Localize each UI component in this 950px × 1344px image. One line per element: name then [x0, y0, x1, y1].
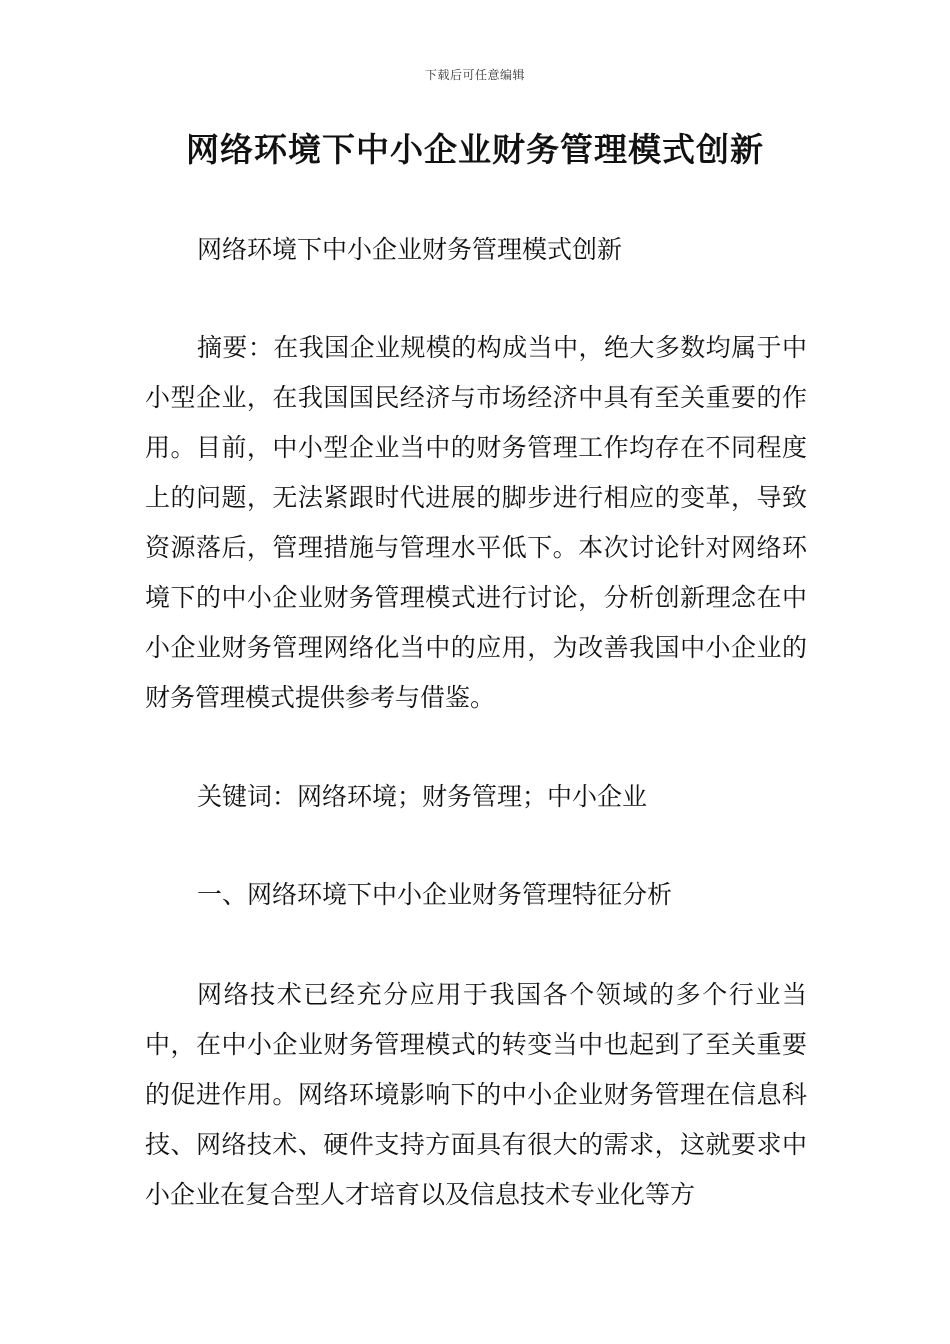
abstract-paragraph: 摘要：在我国企业规模的构成当中，绝大多数均属于中小型企业，在我国国民经济与市场经济中具有至关重要的作用。目前，中小型企业当中的财务管理工作均存在不同程度上的问题，无法紧跟时代进展的脚步进行相应的变革，导致资源落后，管理措施与管理水平低下。本次讨论针对网络环境下的中小企业财务管理模式进行讨论，分析创新理念在中小企业财务管理网络化当中的应用，为改善我国中小企业的财务管理模式提供参考与借鉴。: [145, 333, 807, 712]
document-subtitle: 网络环境下中小企业财务管理模式创新: [197, 235, 623, 264]
keywords-line: 关键词：网络环境；财务管理；中小企业: [197, 782, 648, 811]
section-heading: 一、网络环境下中小企业财务管理特征分析: [197, 880, 673, 909]
body-paragraph: 网络技术已经充分应用于我国各个领域的多个行业当中，在中小企业财务管理模式的转变当中也起到了至关重要的促进作用。网络环境影响下的中小企业财务管理在信息科技、网络技术、硬件支持方面具有很大的需求，这就要求中小企业在复合型人才培育以及信息技术专业化等方: [145, 980, 807, 1209]
document-title: 网络环境下中小企业财务管理模式创新: [186, 130, 764, 169]
header-note: 下载后可任意编辑: [424, 68, 525, 82]
